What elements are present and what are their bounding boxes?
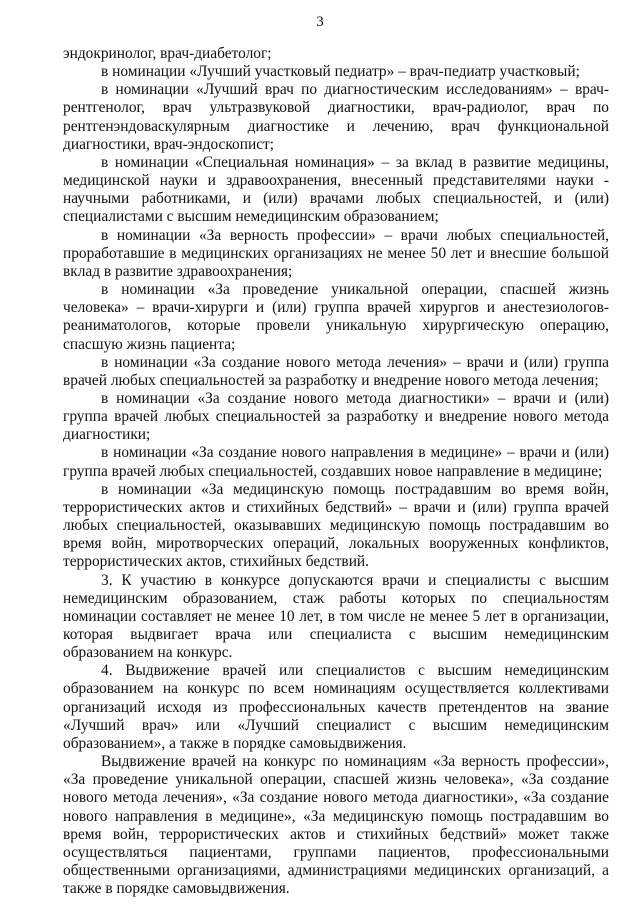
paragraph-nomination-unique-operation: в номинации «За проведение уникальной операции, спасшей жизнь человека» – врачи-хирурги и (или) группа врачей хирургов и анестезиологов-реаниматологов, которые провели уникальную хирургическую операцию, спасшую жизнь пациента; bbox=[63, 281, 609, 353]
paragraph-nomination-pediatrician: в номинации «Лучший участковый педиатр» – врач-педиатр участковый; bbox=[101, 63, 580, 81]
paragraph-section-3: 3. К участию в конкурсе допускаются врачи и специалисты с высшим немедицинским образованием, стаж работы которых по специальностям номинации составляет не менее 10 лет, в том числе не менее 5 лет в организации, которая выдвигает врача или специалиста с высшим немедицинским образованием на конкурс. bbox=[63, 571, 609, 662]
paragraph-nomination-war-aid: в номинации «За медицинскую помощь пострадавшим во время войн, террористических актов и стихийных бедствий» – врачи и (или) группа врачей любых специальностей, оказывавших медицинскую помощь пострадавшим во время войн, миротворческих операций, локальных вооруженных конфликтов, террористических актов, стихийных бедствий. bbox=[63, 480, 609, 571]
paragraph-section-4: 4. Выдвижение врачей или специалистов с высшим немедицинским образованием на конкурс по всем номинациям осуществляется коллективами организаций исходя из профессиональных качеств претендентов на звание «Лучший врач» или «Лучший специалист с высшим немедицинским образованием», а также в порядке самовыдвижения. bbox=[63, 662, 609, 752]
document-body bbox=[63, 45, 609, 898]
paragraph-nomination-new-treatment: в номинации «За создание нового метода лечения» – врачи и (или) группа врачей любых специальностей за разработку и внедрение нового метода лечения; bbox=[63, 353, 609, 389]
paragraph-nomination-special: в номинации «Специальная номинация» – за вклад в развитие медицины, медицинской науки и здравоохранения, внесенный представителями науки - научными работниками, и (или) врачами любых специальностей, и (или) специалистами с высшим немедицинским образованием; bbox=[63, 153, 609, 226]
paragraph-nomination-new-direction: в номинации «За создание нового направления в медицине» – врачи и (или) группа врачей любых специальностей, создавших новое направление в медицине; bbox=[63, 444, 609, 480]
paragraph-continuation: эндокринолог, врач-диабетолог; bbox=[63, 45, 272, 62]
paragraph-nomination-new-diagnostics: в номинации «За создание нового метода диагностики» – врачи и (или) группа врачей любых специальностей за разработку и внедрение нового метода диагностики; bbox=[63, 389, 609, 444]
paragraph-nomination-loyalty: в номинации «За верность профессии» – врачи любых специальностей, проработавшие в медицинских организациях не менее 50 лет и внесшие большой вклад в развитие здравоохранения; bbox=[63, 226, 609, 280]
page-number: 3 bbox=[316, 14, 324, 30]
paragraph-section-4-continued: Выдвижение врачей на конкурс по номинациям «За верность профессии», «За проведение уникальной операции, спасшей жизнь человека», «За создание нового метода лечения», «За создание нового метода диагностики», «За создание нового направления в медицине», «За медицинскую помощь пострадавшим во время войн, террористических актов и стихийных бедствий» может также осуществляться пациентами, группами пациентов, профессиональными общественными организациями, администрациями медицинских организаций, а также в порядке самовыдвижения. bbox=[63, 753, 609, 898]
paragraph-nomination-diagnostics-doctor: в номинации «Лучший врач по диагностическим исследованиям» – врач-рентгенолог, врач ультразвуковой диагностики, врач-радиолог, врач по рентгенэндоваскулярным диагностике и лечению, врач функциональной диагностики, врач-эндоскопист; bbox=[63, 81, 609, 153]
